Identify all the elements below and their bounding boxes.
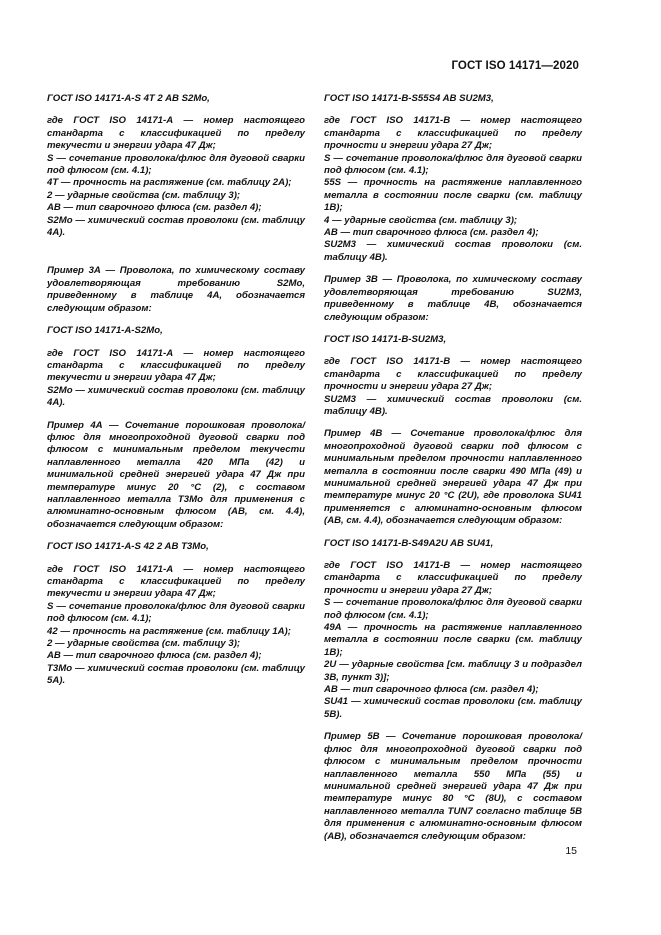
legend-line: где ГОСТ ISO 14171-А — номер настоящего стандарта с классификацией по пределу текучести и энергии удара 47 Дж; bbox=[47, 563, 305, 600]
left-column bbox=[47, 93, 305, 698]
legend-line: 55S — прочность на растяжение наплавленного металла в состоянии после сварки (см. таблицу 1B); bbox=[324, 177, 582, 214]
legend-line: 4 — ударные свойства (см. таблицу 3); bbox=[324, 214, 518, 226]
legend-line: где ГОСТ ISO 14171-В — номер настоящего стандарта с классификацией по пределу прочности и энергии удара 27 Дж; bbox=[324, 356, 582, 393]
legend-line: S2Mo — химический состав проволоки (см. таблицу 4A). bbox=[47, 214, 305, 239]
designation-4b: ГОСТ ISO 14171-B-S49A2U AB SU41, bbox=[324, 537, 494, 549]
example-3b: Пример 3В — Проволока, по химическому составу удовлетворяющая требованию SU2M3, приведенному в таблице 4В, обозначается следующим образом: bbox=[324, 274, 582, 323]
legend-line: AB — тип сварочного флюса (см. раздел 4); bbox=[47, 202, 262, 214]
legend-line: где ГОСТ ISO 14171-В — номер настоящего стандарта с классификацией по пределу прочности и энергии удара 27 Дж; bbox=[324, 115, 582, 152]
legend-3a bbox=[47, 348, 305, 410]
legend-line: S — сочетание проволока/флюс для дуговой сварки под флюсом (см. 4.1); bbox=[47, 152, 305, 177]
designation-b-full: ГОСТ ISO 14171-B-S55S4 AB SU2M3, bbox=[324, 93, 494, 104]
legend-line: где ГОСТ ISO 14171-А — номер настоящего стандарта с классификацией по пределу текучести и энергии удара 47 Дж; bbox=[47, 347, 305, 384]
designation-3b: ГОСТ ISO 14171-B-SU2M3, bbox=[324, 333, 447, 345]
legend-4a-full bbox=[47, 115, 305, 239]
document-header: ГОСТ ISO 14171—2020 bbox=[451, 60, 579, 72]
page-number: 15 bbox=[565, 845, 577, 857]
legend-4b bbox=[324, 560, 582, 721]
legend-line: AB — тип сварочного флюса (см. раздел 4); bbox=[324, 684, 539, 696]
legend-4a bbox=[47, 564, 305, 688]
designation-3a: ГОСТ ISO 14171-A-S2Mo, bbox=[47, 325, 163, 337]
legend-line: 4T — прочность на растяжение (см. таблицу 2A); bbox=[47, 177, 292, 189]
legend-line: 42 — прочность на растяжение (см. таблицу 1A); bbox=[47, 625, 291, 637]
designation-4a-full: ГОСТ ISO 14171-A-S 4T 2 AB S2Mo, bbox=[47, 93, 210, 104]
example-4a: Пример 4А — Сочетание порошковая проволока/флюс для многопроходной дуговой сварки под флюсом с минимальным пределом текучести наплавленного металла 420 МПа (42) и минимальной средней энергией удара 47 Дж при температуре минус 20 °C (2), с составом наплавленного металла T3Mo для применения с алюминатно-основным флюсом (AB, см. 4.4), обозначается следующим образом: bbox=[47, 419, 305, 530]
legend-line: 2U — ударные свойства [см. таблицу 3 и подраздел 3B, пункт 3)]; bbox=[324, 659, 582, 683]
legend-line: T3Mo — химический состав проволоки (см. таблицу 5A). bbox=[47, 662, 305, 687]
legend-line: 2 — ударные свойства (см. таблицу 3); bbox=[47, 638, 241, 650]
legend-line: где ГОСТ ISO 14171-А — номер настоящего стандарта с классификацией по пределу текучести и энергии удара 47 Дж; bbox=[47, 115, 305, 152]
example-3a: Пример 3А — Проволока, по химическому составу удовлетворяющая требованию S2Mo, приведенному в таблице 4А, обозначается следующим образом: bbox=[47, 265, 305, 314]
legend-line: S — сочетание проволока/флюс для дуговой сварки под флюсом (см. 4.1); bbox=[47, 600, 305, 625]
legend-line: S — сочетание проволока/флюс для дуговой сварки под флюсом (см. 4.1); bbox=[324, 152, 582, 177]
right-column bbox=[324, 93, 582, 853]
example-4b: Пример 4В — Сочетание проволока/флюс для многопроходной дуговой сварки под флюсом с минимальным пределом прочности наплавленного металла в состоянии после сварки 490 МПа (49) и минимальной средней энергией удара 47 Дж при температуре минус 20 °C (2U), где проволока SU41 применяется с алюминатно-основным флюсом (AB, см. 4.4), обозначается следующим образом: bbox=[324, 428, 582, 527]
legend-3b bbox=[324, 356, 582, 418]
legend-line: AB — тип сварочного флюса (см. раздел 4); bbox=[324, 227, 539, 239]
designation-4a: ГОСТ ISO 14171-A-S 42 2 AB T3Mo, bbox=[47, 541, 209, 553]
legend-line: 2 — ударные свойства (см. таблицу 3); bbox=[47, 189, 241, 201]
legend-b-full bbox=[324, 115, 582, 264]
legend-line: S2Mo — химический состав проволоки (см. таблицу 4A). bbox=[47, 384, 305, 409]
legend-line: SU41 — химический состав проволоки (см. таблицу 5B). bbox=[324, 696, 582, 720]
legend-line: S — сочетание проволока/флюс для дуговой сварки под флюсом (см. 4.1); bbox=[324, 597, 582, 621]
legend-line: 49A — прочность на растяжение наплавленного металла в состоянии после сварки (см. таблицу 1B); bbox=[324, 622, 582, 658]
legend-line: SU2M3 — химический состав проволоки (см. таблицу 4B). bbox=[324, 393, 582, 417]
legend-line: где ГОСТ ISO 14171-В — номер настоящего стандарта с классификацией по пределу прочности и энергии удара 27 Дж; bbox=[324, 560, 582, 596]
example-5b: Пример 5В — Сочетание порошковая проволока/флюс для многопроходной дуговой сварки под флюсом с минимальным пределом прочности наплавленного металла 550 МПа (55) и минимальной средней энергией удара 47 Дж при температуре минус 80 °C (8U), с составом наплавленного металла TUN7 согласно таблице 5B для применения с алюминатно-основным флюсом (AB), обозначается следующим образом: bbox=[324, 731, 582, 842]
legend-line: AB — тип сварочного флюса (см. раздел 4); bbox=[47, 650, 262, 662]
legend-line: SU2M3 — химический состав проволоки (см. таблицу 4B). bbox=[324, 239, 582, 263]
